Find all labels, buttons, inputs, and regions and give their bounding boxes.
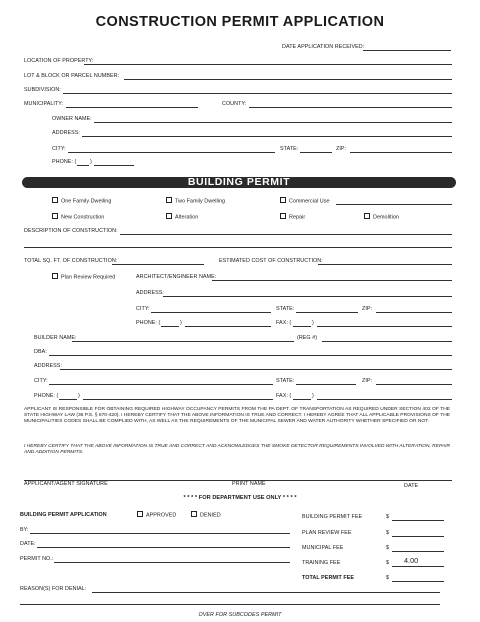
- county-field[interactable]: [249, 107, 452, 108]
- architect-phone-field[interactable]: [185, 326, 271, 327]
- builder-city-label: CITY:: [34, 378, 48, 384]
- builder-phone-close: ): [78, 393, 80, 399]
- builder-phone-area-field[interactable]: [59, 399, 77, 400]
- fee-label: MUNICIPAL FEE: [302, 545, 344, 551]
- office-permit-no-field[interactable]: [54, 562, 290, 563]
- office-by-label: BY:: [20, 527, 29, 533]
- location-label: LOCATION OF PROPERTY:: [24, 58, 94, 64]
- checkbox-new-construction[interactable]: New Construction: [52, 214, 104, 221]
- commercial-use-field[interactable]: [336, 204, 452, 205]
- checkbox-one-family[interactable]: One Family Dwelling: [52, 198, 111, 205]
- office-heading: BUILDING PERMIT APPLICATION: [20, 512, 107, 518]
- checkbox-box: [191, 511, 197, 517]
- checkbox-commercial[interactable]: Commercial Use: [280, 198, 330, 205]
- builder-zip-field[interactable]: [376, 384, 452, 385]
- architect-city-field[interactable]: [151, 312, 271, 313]
- builder-phone-label: PHONE: (: [34, 393, 59, 399]
- denial-reasons-field-2[interactable]: [20, 604, 440, 605]
- builder-fax-label: FAX: (: [276, 393, 292, 399]
- checkbox-box: [364, 213, 370, 219]
- smoke-detector-certification: I HEREBY CERTIFY THAT THE ABOVE INFORMATION IS TRUE AND CORRECT AND ACKNOWLEDGES THE SMOKE DETECTOR REQUIREMENTS INVOLVED WITH ALTERATION, REPAIR AND ADDITION PERMITS.: [24, 444, 450, 456]
- form-title: CONSTRUCTION PERMIT APPLICATION: [95, 14, 385, 30]
- subdivision-label: SUBDIVISION:: [24, 87, 61, 93]
- fee-currency: $: [386, 514, 390, 520]
- lot-field[interactable]: [124, 79, 452, 80]
- builder-fax-area-field[interactable]: [293, 399, 311, 400]
- lot-label: LOT & BLOCK OR PARCEL NUMBER:: [24, 73, 120, 79]
- checkbox-box: [166, 213, 172, 219]
- checkbox-repair[interactable]: Repair: [280, 214, 305, 221]
- builder-city-field[interactable]: [49, 384, 273, 385]
- total-fee-label: TOTAL PERMIT FEE: [302, 575, 355, 581]
- architect-name-label: ARCHITECT/ENGINEER NAME:: [136, 274, 217, 280]
- architect-phone-close: ): [180, 320, 182, 326]
- owner-city-field[interactable]: [68, 152, 275, 153]
- architect-address-field[interactable]: [163, 296, 452, 297]
- checkbox-box: [137, 511, 143, 517]
- checkbox-box: [166, 197, 172, 203]
- fee-label: TRAINING FEE: [302, 560, 341, 566]
- office-by-field[interactable]: [30, 533, 290, 534]
- owner-name-field[interactable]: [94, 122, 452, 123]
- sqft-field[interactable]: [112, 264, 204, 265]
- owner-address-label: ADDRESS:: [52, 130, 80, 136]
- checkbox-box: [280, 197, 286, 203]
- fee-currency: $: [386, 545, 390, 551]
- office-date-field[interactable]: [37, 547, 290, 548]
- fee-label: PLAN REVIEW FEE: [302, 530, 352, 536]
- builder-state-label: STATE:: [276, 378, 295, 384]
- fee-currency: $: [386, 530, 390, 536]
- subdivision-field[interactable]: [63, 93, 452, 94]
- owner-state-field[interactable]: [300, 152, 332, 153]
- owner-phone-area-field[interactable]: [77, 165, 89, 166]
- description-field[interactable]: [120, 234, 452, 235]
- date-received-label: DATE APPLICATION RECEIVED:: [282, 44, 365, 50]
- builder-address-field[interactable]: [60, 369, 452, 370]
- builder-state-field[interactable]: [296, 384, 356, 385]
- builder-dba-label: DBA:: [34, 349, 47, 355]
- architect-state-label: STATE:: [276, 306, 295, 312]
- architect-address-label: ADDRESS:: [136, 290, 164, 296]
- building-permit-fee-field[interactable]: [392, 520, 444, 521]
- builder-fax-close: ): [312, 393, 314, 399]
- training-fee-value: 4.00: [404, 556, 419, 565]
- signature-label: APPLICANT/AGENT SIGNATURE: [24, 481, 108, 487]
- sqft-label: TOTAL SQ. FT. OF CONSTRUCTION:: [24, 258, 118, 264]
- description-field-2[interactable]: [24, 247, 452, 248]
- owner-phone-field[interactable]: [94, 165, 134, 166]
- architect-fax-close: ): [312, 320, 314, 326]
- checkbox-two-family[interactable]: Two Family Dwelling: [166, 198, 225, 205]
- cost-field[interactable]: [318, 264, 452, 265]
- builder-fax-field[interactable]: [317, 399, 452, 400]
- sign-date-label: DATE: [404, 483, 419, 489]
- footer-note: OVER FOR SUBCODES PERMIT: [198, 612, 282, 618]
- architect-fax-label: FAX: (: [276, 320, 292, 326]
- builder-reg-label: (REG #): [297, 335, 318, 341]
- owner-address-field[interactable]: [82, 136, 452, 137]
- checkbox-approved[interactable]: APPROVED: [137, 512, 176, 519]
- building-permit-banner: [22, 177, 456, 188]
- total-fee-field[interactable]: [392, 581, 444, 582]
- municipal-fee-field[interactable]: [392, 551, 444, 552]
- date-received-field[interactable]: [363, 50, 451, 51]
- owner-name-label: OWNER NAME:: [52, 116, 92, 122]
- checkbox-alteration[interactable]: Alteration: [166, 214, 198, 221]
- builder-name-label: BUILDER NAME:: [34, 335, 77, 341]
- municipality-label: MUNICIPALITY:: [24, 101, 64, 107]
- owner-phone-close: ): [90, 159, 92, 165]
- architect-fax-area-field[interactable]: [293, 326, 311, 327]
- training-fee-field[interactable]: [392, 566, 444, 567]
- builder-name-field[interactable]: [72, 341, 294, 342]
- municipality-field[interactable]: [66, 107, 198, 108]
- builder-phone-field[interactable]: [83, 399, 273, 400]
- architect-state-field[interactable]: [296, 312, 358, 313]
- banner-text: BUILDING PERMIT: [187, 176, 291, 188]
- plan-review-fee-field[interactable]: [392, 536, 444, 537]
- builder-reg-field[interactable]: [322, 341, 452, 342]
- checkbox-plan-review[interactable]: Plan Review Required: [52, 274, 115, 281]
- checkbox-demolition[interactable]: Demolition: [364, 214, 399, 221]
- checkbox-denied[interactable]: DENIED: [191, 512, 221, 519]
- denial-reasons-field[interactable]: [92, 592, 440, 593]
- architect-city-label: CITY:: [136, 306, 150, 312]
- architect-phone-area-field[interactable]: [161, 326, 179, 327]
- builder-dba-field[interactable]: [49, 355, 452, 356]
- architect-zip-field[interactable]: [376, 312, 452, 313]
- owner-city-label: CITY:: [52, 146, 66, 152]
- office-date-label: DATE:: [20, 541, 36, 547]
- print-name-label: PRINT NAME: [232, 481, 266, 487]
- builder-address-label: ADDRESS:: [34, 363, 62, 369]
- checkbox-box: [52, 197, 58, 203]
- fee-currency: $: [386, 560, 390, 566]
- builder-zip-label: ZIP:: [362, 378, 373, 384]
- architect-name-field[interactable]: [212, 280, 452, 281]
- fee-currency: $: [386, 575, 390, 581]
- owner-zip-label: ZIP:: [336, 146, 347, 152]
- architect-fax-field[interactable]: [317, 326, 452, 327]
- architect-phone-label: PHONE: (: [136, 320, 161, 326]
- checkbox-box: [52, 213, 58, 219]
- checkbox-box: [280, 213, 286, 219]
- highway-permit-statement: APPLICANT IS RESPONSIBLE FOR OBTAINING REQUIRED HIGHWAY OCCUPANCY PERMITS FROM THE PA DEPT. OF TRANSPORTATION AS REQUIRED UNDER SECTION 402 OF THE STATE HIGHWAY LAW (36 P.S. § 670-420). I HEREBY CERTIFY THAT THE ABOVE INFORMATION IS TRUE AND CORRECT. I HEREBY AGREE THAT ALL APPLICABLE PROVISIONS OF THE MUNICIPALITIES CODES SHALL BE COMPLIED WITH, AS WELL AS THE REQUIREMENTS OF THE MUNICIPAL SEWER AND WATER AUTHORITY WHETHER SPECIFIED OR NOT.: [24, 407, 450, 425]
- county-label: COUNTY:: [222, 101, 247, 107]
- owner-phone-label: PHONE: (: [52, 159, 77, 165]
- checkbox-box: [52, 273, 58, 279]
- description-label: DESCRIPTION OF CONSTRUCTION:: [24, 228, 118, 234]
- department-use-heading: * * * * FOR DEPARTMENT USE ONLY * * * *: [183, 495, 297, 501]
- owner-zip-field[interactable]: [350, 152, 452, 153]
- cost-label: ESTIMATED COST OF CONSTRUCTION:: [219, 258, 323, 264]
- architect-zip-label: ZIP:: [362, 306, 373, 312]
- denial-reasons-label: REASON(S) FOR DENIAL:: [20, 586, 87, 592]
- fee-label: BUILDING PERMIT FEE: [302, 514, 363, 520]
- office-permit-no-label: PERMIT NO.:: [20, 556, 54, 562]
- location-field[interactable]: [84, 64, 452, 65]
- owner-state-label: STATE:: [280, 146, 299, 152]
